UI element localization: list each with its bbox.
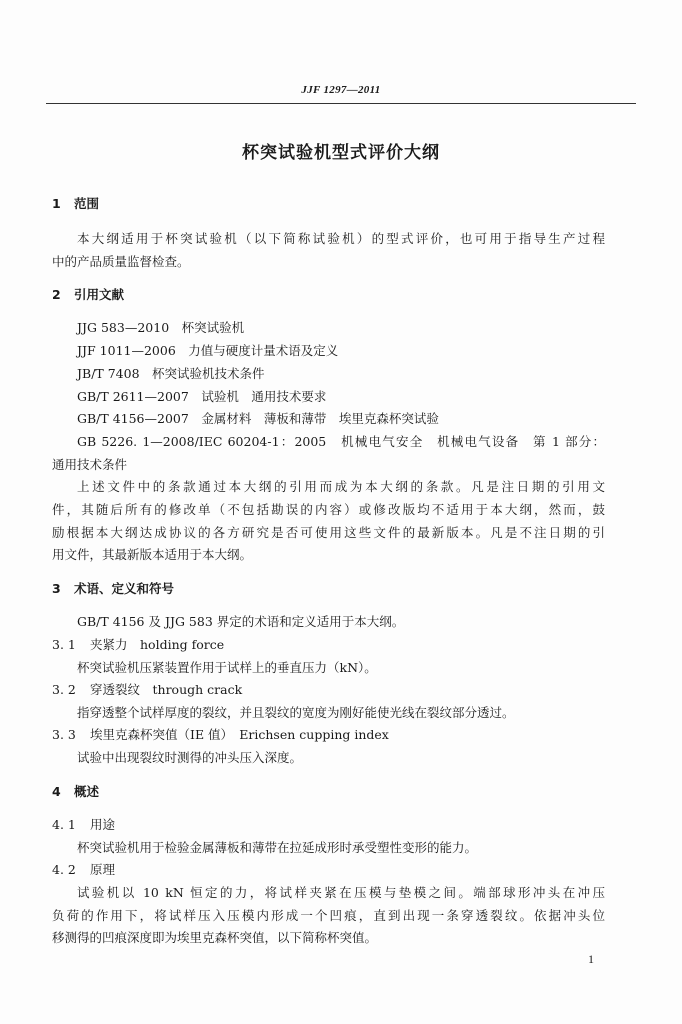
- section-4-heading: [52, 784, 99, 800]
- clause-4-2: [52, 862, 115, 878]
- paragraph-line: GB/T 4156 及 JJG 583 界定的术语和定义适用于本大纲。: [77, 614, 405, 629]
- section-2-heading: [52, 287, 124, 303]
- term-name: 夹紧力 holding force: [90, 637, 225, 652]
- reference-item: JJF 1011—2006 力值与硬度计量术语及定义: [77, 343, 339, 358]
- term-3-3: [52, 727, 389, 743]
- clause-title: 原理: [90, 862, 116, 877]
- paragraph-line: 励根据本大纲达成协议的各方研究是否可使用这些文件的最新版本。凡是不注日期的引: [52, 525, 605, 540]
- reference-item: GB/T 2611—2007 试验机 通用技术要求: [77, 389, 327, 404]
- paragraph-line: 用文件，其最新版本适用于本大纲。: [52, 547, 253, 562]
- paragraph-line: 上述文件中的条款通过本大纲的引用而成为本大纲的条款。凡是注日期的引用文: [77, 479, 605, 494]
- section-title: 范围: [74, 196, 100, 211]
- section-number: 2: [52, 287, 61, 302]
- reference-item: GB/T 4156—2007 金属材料 薄板和薄带 埃里克森杯突试验: [77, 411, 439, 426]
- section-number: 4: [52, 784, 61, 799]
- clause-number: 3. 1: [52, 637, 76, 652]
- section-number: 3: [52, 581, 61, 596]
- clause-number: 3. 2: [52, 682, 76, 697]
- clause-number: 4. 2: [52, 862, 76, 877]
- term-name: 穿透裂纹 through crack: [90, 682, 243, 697]
- section-title: 引用文献: [74, 287, 125, 302]
- document-title: 杯突试验机型式评价大纲: [242, 143, 440, 163]
- paragraph-line: 试验机以 10 kN 恒定的力，将试样夹紧在压模与垫模之间。端部球形冲头在冲压: [77, 885, 605, 900]
- paragraph-line: 杯突试验机用于检验金属薄板和薄带在拉延成形时承受塑性变形的能力。: [77, 840, 478, 855]
- term-3-1: [52, 637, 224, 653]
- section-3-heading: [52, 581, 174, 597]
- reference-item-continued: 通用技术条件: [52, 457, 128, 472]
- reference-item: JB/T 7408 杯突试验机技术条件: [77, 366, 265, 381]
- header-divider: [46, 103, 636, 104]
- term-definition: 试验中出现裂纹时测得的冲头压入深度。: [77, 750, 303, 765]
- section-1-heading: [52, 196, 99, 212]
- term-definition: 指穿透整个试样厚度的裂纹，并且裂纹的宽度为刚好能使光线在裂纹部分透过。: [77, 705, 515, 720]
- term-name: 埃里克森杯突值（IE 值） Erichsen cupping index: [90, 727, 389, 742]
- clause-number: 3. 3: [52, 727, 76, 742]
- document-code-header: JJF 1297—2011: [301, 84, 381, 96]
- term-definition: 杯突试验机压紧装置作用于试样上的垂直压力（kN）。: [77, 660, 377, 675]
- paragraph-line: 负荷的作用下，将试样压入压模内形成一个凹痕，直到出现一条穿透裂纹。依据冲头位: [52, 908, 605, 923]
- clause-title: 用途: [90, 817, 116, 832]
- reference-item: GB 5226. 1—2008/IEC 60204-1：2005 机械电气安全 机械电气设备 第 1 部分：: [77, 434, 605, 449]
- paragraph-line: 中的产品质量监督检查。: [52, 254, 190, 269]
- term-3-2: [52, 682, 242, 698]
- paragraph-line: 移测得的凹痕深度即为埃里克森杯突值，以下简称杯突值。: [52, 930, 378, 945]
- section-number: 1: [52, 196, 61, 211]
- section-title: 术语、定义和符号: [74, 581, 175, 596]
- clause-number: 4. 1: [52, 817, 76, 832]
- paragraph-line: 件，其随后所有的修改单（不包括勘误的内容）或修改版均不适用于本大纲，然而，鼓: [52, 502, 605, 517]
- reference-item: JJG 583—2010 杯突试验机: [77, 320, 245, 335]
- page-number: 1: [588, 952, 594, 966]
- clause-4-1: [52, 817, 115, 833]
- paragraph-line: 本大纲适用于杯突试验机（以下简称试验机）的型式评价，也可用于指导生产过程: [77, 231, 605, 246]
- section-title: 概述: [74, 784, 100, 799]
